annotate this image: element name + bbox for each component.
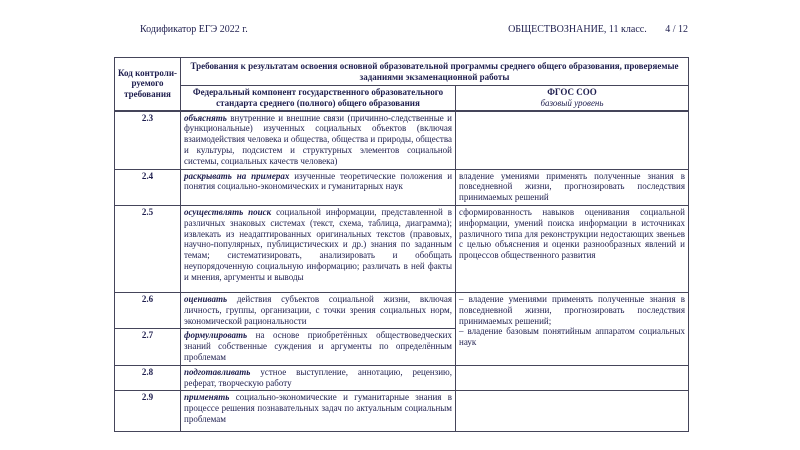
- requirement-term: оценивать: [184, 293, 228, 304]
- requirement-text: социальной информации, представленной в различных знаковых системах (текст, схема, таблица, диаграмма); извлекать из неадаптированных оригинальных текстов (правовых, научно-популярных, публицистических и др.) знания по заданным темам; систематизировать, анализировать и обобщать неупорядоченную социальную информацию; различать в ней факты и мнения, аргументы и выводы: [184, 206, 452, 282]
- fgos-cell: [456, 111, 689, 169]
- requirement-term: раскрывать на примерах: [184, 170, 290, 181]
- code-cell: 2.6: [115, 292, 181, 328]
- table-row: [115, 169, 689, 205]
- header-codifier-label: Кодификатор ЕГЭ 2022 г.: [140, 24, 248, 35]
- fgos-cell: [456, 365, 689, 391]
- fgos-list-item: – владение базовым понятийным аппаратом социальных наук: [459, 326, 685, 348]
- fgos-cell: сформированность навыков оценивания социальной информации, умений поиска информации в источниках различного типа для реконструкции недостающих звеньев с целью объяснения и оценки разнообразных явлений и процессов общественного развития: [456, 205, 689, 292]
- requirement-text: социально-экономические и гуманитарные знания в процессе решения познавательных задач по актуальным социальным проблемам: [184, 392, 453, 424]
- requirement-term: применять: [184, 392, 230, 403]
- requirement-term: объяснять: [184, 112, 227, 123]
- table-row: [115, 292, 689, 328]
- code-cell: 2.8: [115, 365, 181, 391]
- requirement-text: на основе приобретённых обществоведческих знаний собственные суждения и аргументы по определённым проблемам: [184, 330, 453, 362]
- fgos-cell-merged: [456, 292, 689, 365]
- requirement-text: внутренние и внешние связи (причинно-следственные и функциональные) изученных социальных объектов (включая взаимодействия человека и общества, общества и природы, общества и культуры, подсистем и структурных элементов социальной системы, социальных качеств человека): [184, 112, 452, 166]
- requirement-text: устное выступление, аннотацию, рецензию, реферат, творческую работу: [184, 366, 452, 388]
- requirement-cell: [181, 292, 456, 328]
- code-cell: 2.3: [115, 111, 181, 169]
- code-cell: 2.4: [115, 169, 181, 205]
- fgos-list-item: – владение умениями применять полученные знания в повседневной жизни, прогнозировать последствия принимаемых решений;: [459, 293, 685, 326]
- table-header-row-1: [115, 58, 689, 86]
- fgos-header-title: ФГОС СОО: [547, 87, 597, 97]
- requirement-cell: [181, 365, 456, 391]
- page-number: 4 / 12: [665, 24, 688, 35]
- table-row: [115, 365, 689, 391]
- column-header-requirements: Требования к результатам освоения основной образовательной программы среднего общего образования, проверяемые заданиями экзаменационной работы: [181, 58, 689, 86]
- header-subject-and-page: [508, 24, 688, 36]
- requirement-cell: [181, 169, 456, 205]
- column-header-federal-component: Федеральный компонент государственного образовательного стандарта среднего (полного) общего образования: [181, 86, 456, 111]
- requirement-cell: [181, 329, 456, 365]
- fgos-cell: [456, 391, 689, 432]
- code-cell: 2.7: [115, 329, 181, 365]
- requirement-cell: [181, 205, 456, 292]
- table-row: [115, 205, 689, 292]
- requirement-cell: [181, 391, 456, 432]
- requirement-term: осуществлять поиск: [184, 206, 272, 217]
- column-header-code: Код контроли-руемого требования: [115, 58, 181, 111]
- codifier-table: [114, 57, 689, 432]
- table-header-row-2: [115, 86, 689, 111]
- requirement-term: формулировать: [184, 330, 248, 341]
- running-header: [140, 24, 688, 36]
- fgos-header-subtitle: базовый уровень: [540, 97, 604, 108]
- table-row: [115, 111, 689, 169]
- requirement-text: действия субъектов социальной жизни, включая личность, группы, организации, с точки зрения социальных норм, экономической рациональности: [184, 293, 452, 326]
- requirement-cell: [181, 111, 456, 169]
- code-cell: 2.9: [115, 391, 181, 432]
- fgos-cell: владение умениями применять полученные знания в повседневной жизни, прогнозировать последствия принимаемых решений: [456, 169, 689, 205]
- header-subject-label: ОБЩЕСТВОЗНАНИЕ, 11 класс.: [508, 24, 647, 35]
- requirement-term: подготавливать: [184, 366, 251, 377]
- column-header-fgos: [456, 86, 689, 111]
- code-cell: 2.5: [115, 205, 181, 292]
- table-row: [115, 391, 689, 432]
- requirement-text: изученные теоретические положения и понятия социально-экономических и гуманитарных наук: [184, 170, 453, 192]
